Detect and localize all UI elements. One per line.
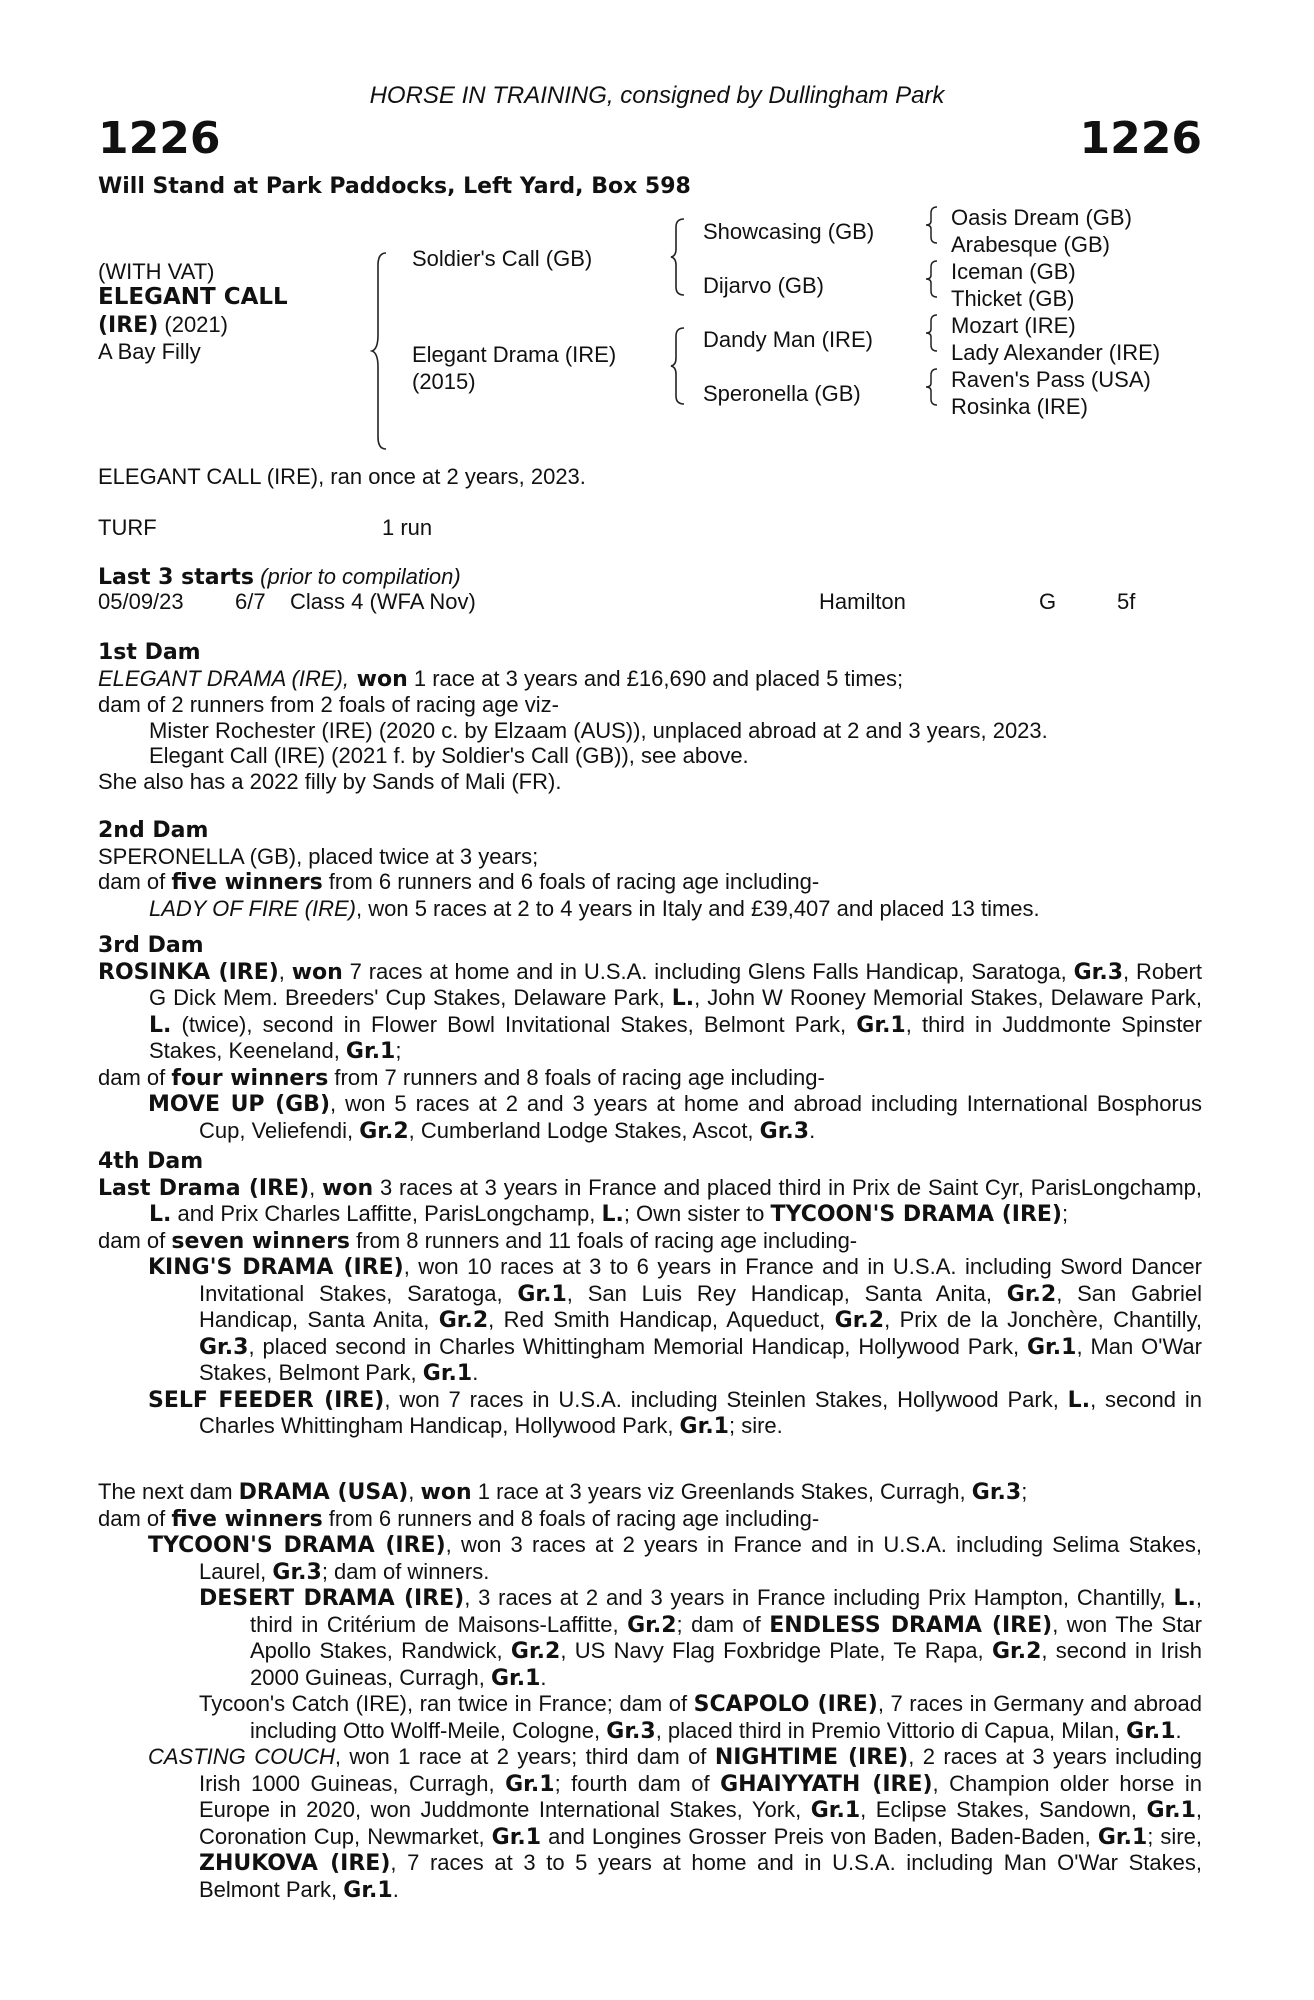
third-dam-record [98,959,1202,1065]
text-run: . [1175,1717,1182,1743]
text-run: , Robert G Dick Mem. Breeders' Cup Stakes, Delaware Park, [149,958,1202,1010]
text-run: Gr.2 [991,1639,1042,1664]
pedigree-gg-1: Oasis Dream (GB) [951,205,1132,230]
text-run: Gr.3 [759,1118,810,1144]
lot-number-left: 1226 [98,113,221,164]
text-run: , placed second in Charles Whittingham Memorial Handicap, Hollywood Park, [248,1333,1027,1359]
text-run: , Prix de la Jonchère, Chantilly, [884,1307,1203,1332]
next-dam-produce-intro [98,1506,1202,1533]
second-dam-section [98,818,1202,921]
text-run: , [278,958,292,984]
text-run: TYCOON'S DRAMA (IRE) [770,1202,1062,1227]
text-run: , third in Juddmonte Spinster Stakes, Keeneland, [149,1011,1202,1063]
text-run: . [809,1117,816,1143]
first-dam-produce-2: Elegant Call (IRE) (2021 f. by Soldier's Call (GB)), see above. [149,743,749,768]
text-run: , won 5 races at 2 and 3 years at home and abroad including International Bosphorus Cup, Veliefendi, [199,1091,1202,1143]
pedigree-bracket-g2 [925,259,941,299]
text-run: ; [395,1038,402,1063]
text-run: , US Navy Flag Foxbridge Plate, Te Rapa, [560,1638,992,1663]
start-course: Hamilton [819,589,906,614]
second-dam-produce-1: LADY OF FIRE (IRE), won 5 races at 2 to 4 years in Italy and £39,407 and placed 13 times. [149,895,1040,921]
text-run: , Cumberland Lodge Stakes, Ascot, [408,1117,760,1143]
next-dam-grandproduce-1 [98,1585,1202,1691]
text-run: Gr.1 [1027,1334,1077,1360]
first-dam-section [98,640,1202,794]
fourth-dam-produce-1 [98,1254,1202,1387]
text-run: , 7 races in Germany and abroad including Otto Wolff-Meile, Cologne, [250,1691,1202,1743]
text-run: . [540,1664,547,1690]
text-run: ; dam of [676,1611,770,1637]
text-run: ; dam of winners. [321,1558,490,1584]
record-surface: TURF [98,515,157,540]
text-run: GHAIYYATH (IRE) [720,1771,933,1797]
text-run: ZHUKOVA (IRE) [199,1851,391,1876]
fourth-dam-record [98,1175,1202,1228]
text-run: , Coronation Cup, Newmarket, [199,1797,1202,1849]
pedigree-gg-8: Rosinka (IRE) [951,394,1088,419]
catalogue-header: HORSE IN TRAINING, consigned by Dullingham Park [369,82,945,109]
text-run: DESERT DRAMA (IRE) [199,1586,465,1611]
pedigree-gg-4: Thicket (GB) [951,286,1075,311]
next-dam-produce-1 [98,1532,1202,1585]
second-dam-line-1: SPERONELLA (GB), placed twice at 3 years; [98,843,539,869]
text-run: , second in Charles Whittingham Handicap, Hollywood Park, [199,1386,1202,1438]
text-run: SELF FEEDER (IRE) [148,1387,385,1413]
text-run: Gr.1 [422,1361,473,1386]
text-run: 1 race at 3 years viz Greenlands Stakes, Curragh, [471,1479,972,1504]
text-run: , won 7 races in U.S.A. including Steinlen Stakes, Hollywood Park, [384,1386,1068,1412]
text-run: , Eclipse Stakes, Sandown, [860,1797,1147,1822]
text-run: DRAMA (USA) [238,1480,409,1505]
text-run: , [408,1479,421,1504]
pedigree-dam: Elegant Drama (IRE) [412,342,617,367]
text-run: Gr.2 [510,1639,561,1664]
first-dam-produce-1: Mister Rochester (IRE) (2020 c. by Elzaam (AUS)), unplaced abroad at 2 and 3 years, 2023. [149,717,1048,743]
text-run: Gr.2 [834,1308,885,1333]
text-run: , John W Rooney Memorial Stakes, Delaware Park, [694,985,1202,1010]
text-run: Gr.1 [1097,1824,1148,1850]
pedigree-gg-7: Raven's Pass (USA) [951,367,1151,392]
pedigree-bracket-dam [670,326,690,406]
text-run: dam of [98,1505,172,1531]
text-run: ; Own sister to [623,1201,771,1226]
horse-year: (2021) [158,312,228,337]
text-run: Gr.1 [856,1012,906,1038]
text-run: Gr.2 [627,1612,677,1638]
pedigree-dam-sire: Dandy Man (IRE) [703,327,873,352]
pedigree-bracket-sire [670,217,690,297]
start-race: Class 4 (WFA Nov) [290,589,476,614]
text-run: L. [1067,1387,1091,1413]
text-run: Gr.1 [1126,1718,1176,1744]
text-run: five winners [171,1506,323,1532]
last-starts-note: (prior to compilation) [254,564,461,589]
pedigree-gg-2: Arabesque (GB) [951,232,1110,257]
text-run: , won 1 race at 2 years; third dam of [334,1744,715,1769]
start-position: 6/7 [235,589,266,614]
pedigree-sire: Soldier's Call (GB) [412,246,593,271]
start-going: G [1039,589,1057,614]
text-run: . [472,1360,479,1385]
text-run: Gr.2 [438,1308,489,1333]
text-run: won [291,959,343,985]
text-run: NIGHTIME (IRE) [714,1745,909,1770]
horse-description: A Bay Filly [98,339,201,364]
third-dam-produce-intro [98,1065,1202,1092]
text-run: , Man O'War Stakes, Belmont Park, [199,1333,1202,1385]
pedigree-dam-year: (2015) [412,369,476,394]
text-run: , placed third in Premio Vittorio di Capua, Milan, [655,1717,1127,1743]
text-run: Gr.1 [679,1414,729,1439]
last-starts-heading [98,564,461,590]
text-run: . [392,1876,399,1902]
text-run: Gr.2 [359,1118,409,1144]
third-dam-section [98,933,1202,1144]
text-run: , won 10 races at 3 to 6 years in France and in U.S.A. including Sword Dancer Invitational Stakes, Saratoga, [199,1254,1202,1306]
text-run: seven winners [171,1228,351,1254]
text-run: ; [1061,1201,1069,1226]
first-dam-line-1: ELEGANT DRAMA (IRE), won 1 race at 3 years and £16,690 and placed 5 times; [98,665,904,692]
pedigree-dam-dam: Speronella (GB) [703,381,861,406]
text-run: , won 3 races at 2 years in France and in U.S.A. including Selima Stakes, Laurel, [199,1532,1202,1584]
fourth-dam-heading: 4th Dam [98,1149,204,1174]
fourth-dam-produce-2 [98,1387,1202,1440]
text-run: won [420,1480,472,1505]
text-run: Gr.3 [272,1559,322,1585]
text-run: Gr.3 [971,1480,1022,1505]
text-run: L. [149,1202,172,1227]
text-run: , 7 races at 3 to 5 years at home and in U.S.A. including Man O'War Stakes, Belmont Park, [199,1850,1202,1902]
pedigree-bracket-main [372,251,392,451]
pedigree-gg-3: Iceman (GB) [951,259,1076,284]
text-run: Gr.1 [505,1771,555,1797]
text-run: Tycoon's Catch (IRE), ran twice in France; dam of [199,1691,694,1716]
text-run: Gr.1 [345,1039,396,1064]
text-run: ; sire, [1147,1823,1202,1849]
pedigree-sire-sire: Showcasing (GB) [703,219,875,244]
text-run: ; [1021,1479,1028,1504]
text-run: dam of [98,1227,172,1253]
text-run: 3 races at 3 years in France and placed third in Prix de Saint Cyr, ParisLongchamp, [373,1174,1202,1200]
first-dam-line-5: She also has a 2022 filly by Sands of Mali (FR). [98,768,562,794]
second-dam-heading: 2nd Dam [98,818,209,843]
first-dam-line-2: dam of 2 runners from 2 foals of racing age viz- [98,692,559,717]
next-dam-grandproduce-2 [98,1691,1202,1744]
lot-number-right: 1226 [1079,113,1202,164]
text-run: won [322,1175,374,1201]
text-run: Gr.1 [343,1877,393,1903]
text-run: (twice), second in Flower Bowl Invitational Stakes, Belmont Park, [171,1011,857,1037]
text-run: from 8 runners and 11 foals of racing age including- [350,1227,858,1253]
text-run: and Longines Grosser Preis von Baden, Baden-Baden, [541,1823,1098,1849]
vat-status: (WITH VAT) [98,259,215,284]
text-run: , Champion older horse in Europe in 2020, won Juddmonte International Stakes, York, [199,1770,1202,1822]
text-run: L. [1173,1586,1196,1611]
text-run: ; sire. [728,1413,783,1438]
text-run: L. [671,986,695,1011]
text-run: from 7 runners and 8 foals of racing age including- [328,1064,825,1090]
text-run: Gr.1 [810,1798,861,1823]
text-run: ENDLESS DRAMA (IRE) [769,1612,1053,1638]
text-run: from 6 runners and 8 foals of racing age including- [322,1505,820,1531]
text-run: Gr.1 [517,1281,567,1307]
third-dam-produce-1 [98,1091,1202,1144]
text-run: TYCOON'S DRAMA (IRE) [148,1533,446,1558]
next-dam-record [98,1479,1202,1506]
text-run: dam of [98,1064,172,1090]
text-run: Gr.2 [1006,1281,1057,1307]
text-run: ; fourth dam of [554,1770,721,1796]
fourth-dam-section [98,1149,1202,1440]
record-runs: 1 run [382,515,433,540]
text-run: L. [601,1202,624,1227]
text-run: and Prix Charles Laffitte, ParisLongchamp, [171,1201,602,1226]
text-run: KING'S DRAMA (IRE) [148,1255,404,1280]
race-summary: ELEGANT CALL (IRE), ran once at 2 years, 2023. [98,464,586,489]
text-run: Gr.1 [1146,1798,1196,1823]
text-run: L. [149,1012,172,1038]
text-run: four winners [171,1065,329,1091]
pedigree-gg-5: Mozart (IRE) [951,313,1076,338]
horse-suffix: (IRE) [98,313,159,338]
text-run: , won The Star Apollo Stakes, Randwick, [250,1611,1202,1663]
next-dam-section [98,1479,1202,1903]
stable-location: Will Stand at Park Paddocks, Left Yard, Box 598 [98,174,691,199]
second-dam-line-2: dam of five winners from 6 runners and 6 foals of racing age including- [98,869,820,895]
horse-name: ELEGANT CALL [98,284,288,310]
text-run: , San Luis Rey Handicap, Santa Anita, [566,1280,1007,1306]
fourth-dam-produce-intro [98,1228,1202,1255]
pedigree-bracket-g4 [925,367,941,407]
text-run: Gr.3 [199,1334,249,1360]
text-run: Gr.1 [490,1665,541,1691]
text-run: CASTING COUCH [148,1744,335,1769]
text-run: MOVE UP (GB) [148,1092,331,1117]
text-run: , Red Smith Handicap, Aqueduct, [488,1307,835,1332]
pedigree-sire-dam: Dijarvo (GB) [703,273,825,298]
horse-suffix-year [98,311,228,339]
next-dam-produce-2 [98,1744,1202,1903]
text-run: , 3 races at 2 and 3 years in France including Prix Hampton, Chantilly, [464,1585,1174,1610]
text-run: The next dam [98,1479,239,1504]
text-run: SCAPOLO (IRE) [693,1692,878,1717]
text-run: ROSINKA (IRE) [98,959,279,985]
text-run: Gr.3 [1073,959,1124,985]
text-run: , 2 races at 3 years including Irish 1000 Guineas, Curragh, [199,1744,1203,1796]
text-run: 7 races at home and in U.S.A. including Glens Falls Handicap, Saratoga, [342,958,1074,984]
text-run: Gr.1 [491,1824,542,1850]
text-run: , [309,1174,323,1200]
third-dam-heading: 3rd Dam [98,933,204,958]
text-run: Last Drama (IRE) [98,1175,310,1201]
text-run: , second in Irish 2000 Guineas, Curragh, [250,1638,1203,1690]
text-run: , third in Critérium de Maisons-Laffitte, [250,1585,1202,1637]
pedigree-bracket-g1 [925,205,941,245]
pedigree-bracket-g3 [925,313,941,353]
text-run: , San Gabriel Handicap, Santa Anita, [199,1280,1202,1332]
last-starts-title: Last 3 starts [98,565,255,590]
pedigree-gg-6: Lady Alexander (IRE) [951,340,1161,365]
start-date: 05/09/23 [98,589,184,614]
start-distance: 5f [1117,589,1136,614]
text-run: Gr.3 [606,1718,656,1744]
first-dam-heading: 1st Dam [98,640,201,665]
